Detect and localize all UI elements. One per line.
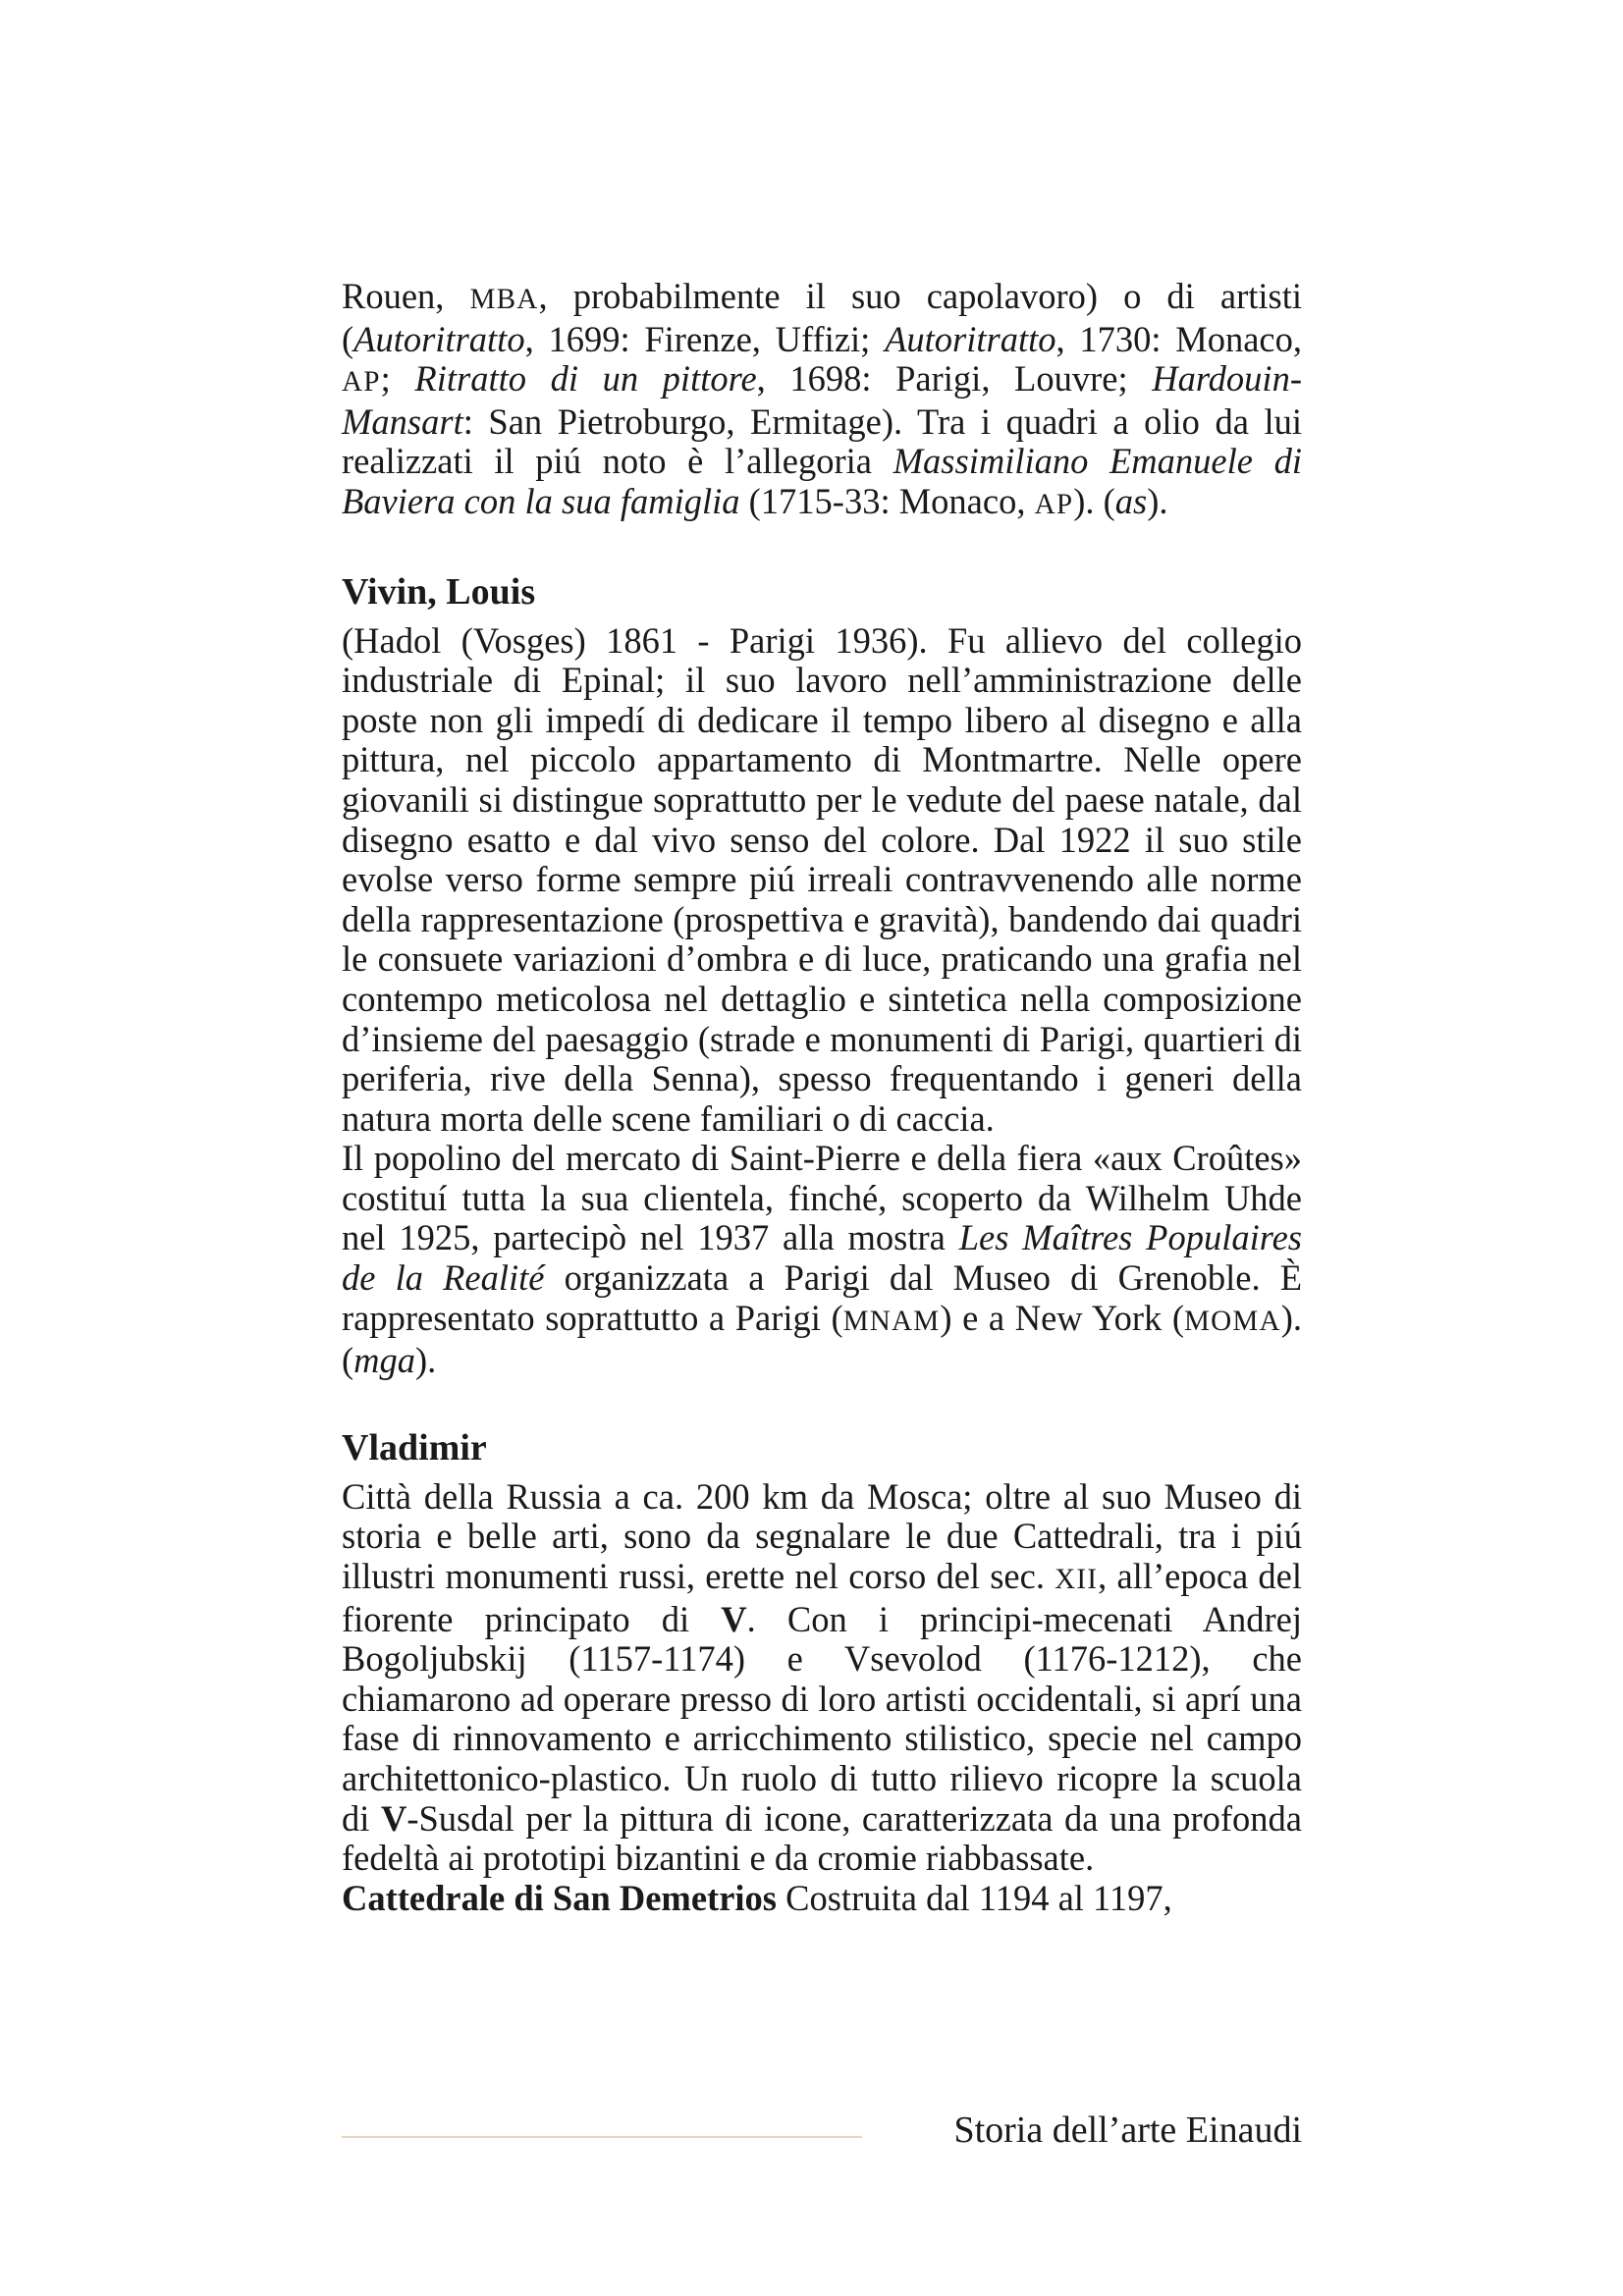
intro-abbr: AP bbox=[342, 366, 381, 399]
vladimir-text: . Con i principi-mecenati Andrej Bogoljubskij (1157-1174) e Vsevolod (1176-1212), che chiamarono ad operare presso di loro artisti occidentali, si aprí una fase di rinnovamento e arricchimento stilistico, specie nel campo architettonico-plastico. Un ruolo di tutto rilievo ricopre la scuola di bbox=[342, 1598, 1302, 1839]
author-initials: mga bbox=[353, 1340, 416, 1381]
entry-abbr: V bbox=[721, 1598, 747, 1639]
section-spacer bbox=[342, 525, 1302, 570]
intro-text: ; bbox=[380, 358, 415, 400]
page-body bbox=[342, 277, 1302, 1918]
footer-rule bbox=[342, 2136, 862, 2138]
vivin-text: Il popolino del mercato di Saint-Pierre e della fiera «aux Croûtes» costituí tutta la sua clientela, finché, scoperto da Wilhelm Uhde nel 1925, partecipò nel 1937 alla mostra bbox=[342, 1138, 1302, 1258]
vivin-text: ) e a New York ( bbox=[940, 1297, 1184, 1338]
museum-abbr: MOMA bbox=[1183, 1305, 1281, 1337]
entry-heading-vivin: Vivin, Louis bbox=[342, 570, 536, 613]
intro-abbr: AP bbox=[1034, 488, 1074, 520]
intro-text: Rouen, bbox=[342, 276, 470, 316]
entry-heading-vladimir: Vladimir bbox=[342, 1426, 487, 1468]
vivin-text: ). ( bbox=[342, 1297, 1302, 1381]
vivin-paragraph-2 bbox=[342, 1139, 1302, 1381]
vivin-text: organizzata a Parigi dal Museo di Grenoble. È rappresentato soprattutto a Parigi ( bbox=[342, 1257, 1303, 1338]
subheading-cathedral: Cattedrale di San Demetrios bbox=[342, 1877, 777, 1918]
section-spacer bbox=[342, 1381, 1302, 1426]
vladimir-text: -Susdal per la pittura di icone, caratterizzata da una profonda fedeltà ai prototipi bizantini e da cromie riabbassate. bbox=[342, 1797, 1302, 1879]
intro-text: ). ( bbox=[1073, 480, 1115, 521]
author-initials: as bbox=[1114, 480, 1148, 521]
intro-work-title: Autoritratto bbox=[353, 318, 525, 359]
intro-work-title: Autoritratto bbox=[885, 318, 1056, 359]
vladimir-text: Costruita dal 1194 al 1197, bbox=[777, 1877, 1172, 1918]
intro-text: , 1698: Parigi, Louvre; bbox=[756, 358, 1153, 400]
footer-title: Storia dell’arte Einaudi bbox=[953, 2109, 1302, 2151]
vladimir-text: , all’epoca del fiorente principato di bbox=[342, 1556, 1302, 1639]
intro-paragraph bbox=[342, 277, 1302, 525]
vladimir-paragraph-2 bbox=[342, 1879, 1302, 1919]
vivin-text: ). bbox=[415, 1340, 437, 1381]
museum-abbr: MNAM bbox=[842, 1305, 941, 1337]
century-numeral: XII bbox=[1055, 1564, 1099, 1596]
vladimir-paragraph-1 bbox=[342, 1477, 1302, 1879]
intro-work-title: Hardouin-Mansart bbox=[342, 358, 1302, 442]
intro-work-title: Massimiliano Emanuele di Baviera con la sua famiglia bbox=[342, 441, 1302, 521]
vivin-paragraph-1: (Hadol (Vosges) 1861 - Parigi 1936). Fu allievo del collegio industriale di Epinal; il suo lavoro nell’amministrazione delle poste non gli impedí di dedicare il tempo libero al disegno e alla pittura, nel piccolo appartamento di Montmartre. Nelle opere giovanili si distingue soprattutto per le vedute del paese natale, dal disegno esatto e dal vivo senso del colore. Dal 1922 il suo stile evolse verso forme sempre piú irreali contravvenendo alle norme della rappresentazione (prospettiva e gravità), bandendo dai quadri le consuete variazioni d’ombra e di luce, praticando una grafia nel contempo meticolosa nel dettaglio e sintetica nella composizione d’insieme del paesaggio (strade e monumenti di Parigi, quartieri di periferia, rive della Senna), spesso frequentando i generi della natura morta delle scene familiari o di caccia. bbox=[342, 619, 1302, 1139]
intro-text: (1715-33: Monaco, bbox=[739, 480, 1035, 521]
intro-work-title: Ritratto di un pittore bbox=[414, 358, 757, 400]
vladimir-text: Città della Russia a ca. 200 km da Mosca; oltre al suo Museo di storia e belle arti, sono da segnalare le due Cattedrali, tra i piú illustri monumenti russi, erette nel corso del sec. bbox=[342, 1475, 1302, 1597]
intro-text: , probabilmente il suo capolavoro) o di artisti ( bbox=[342, 276, 1303, 359]
page-footer bbox=[342, 2109, 1302, 2158]
intro-text: ). bbox=[1147, 480, 1168, 521]
intro-text: : San Pietroburgo, Ermitage). Tra i quadri a olio da lui realizzati il piú noto è l’allegoria bbox=[342, 400, 1302, 482]
intro-abbr: MBA bbox=[469, 284, 539, 315]
entry-abbr: V bbox=[380, 1797, 407, 1839]
intro-text: , 1730: Monaco, bbox=[1055, 318, 1302, 359]
intro-text: , 1699: Firenze, Uffizi; bbox=[524, 318, 886, 359]
exhibition-title: Les Maîtres Populaires de la Realité bbox=[342, 1217, 1303, 1299]
